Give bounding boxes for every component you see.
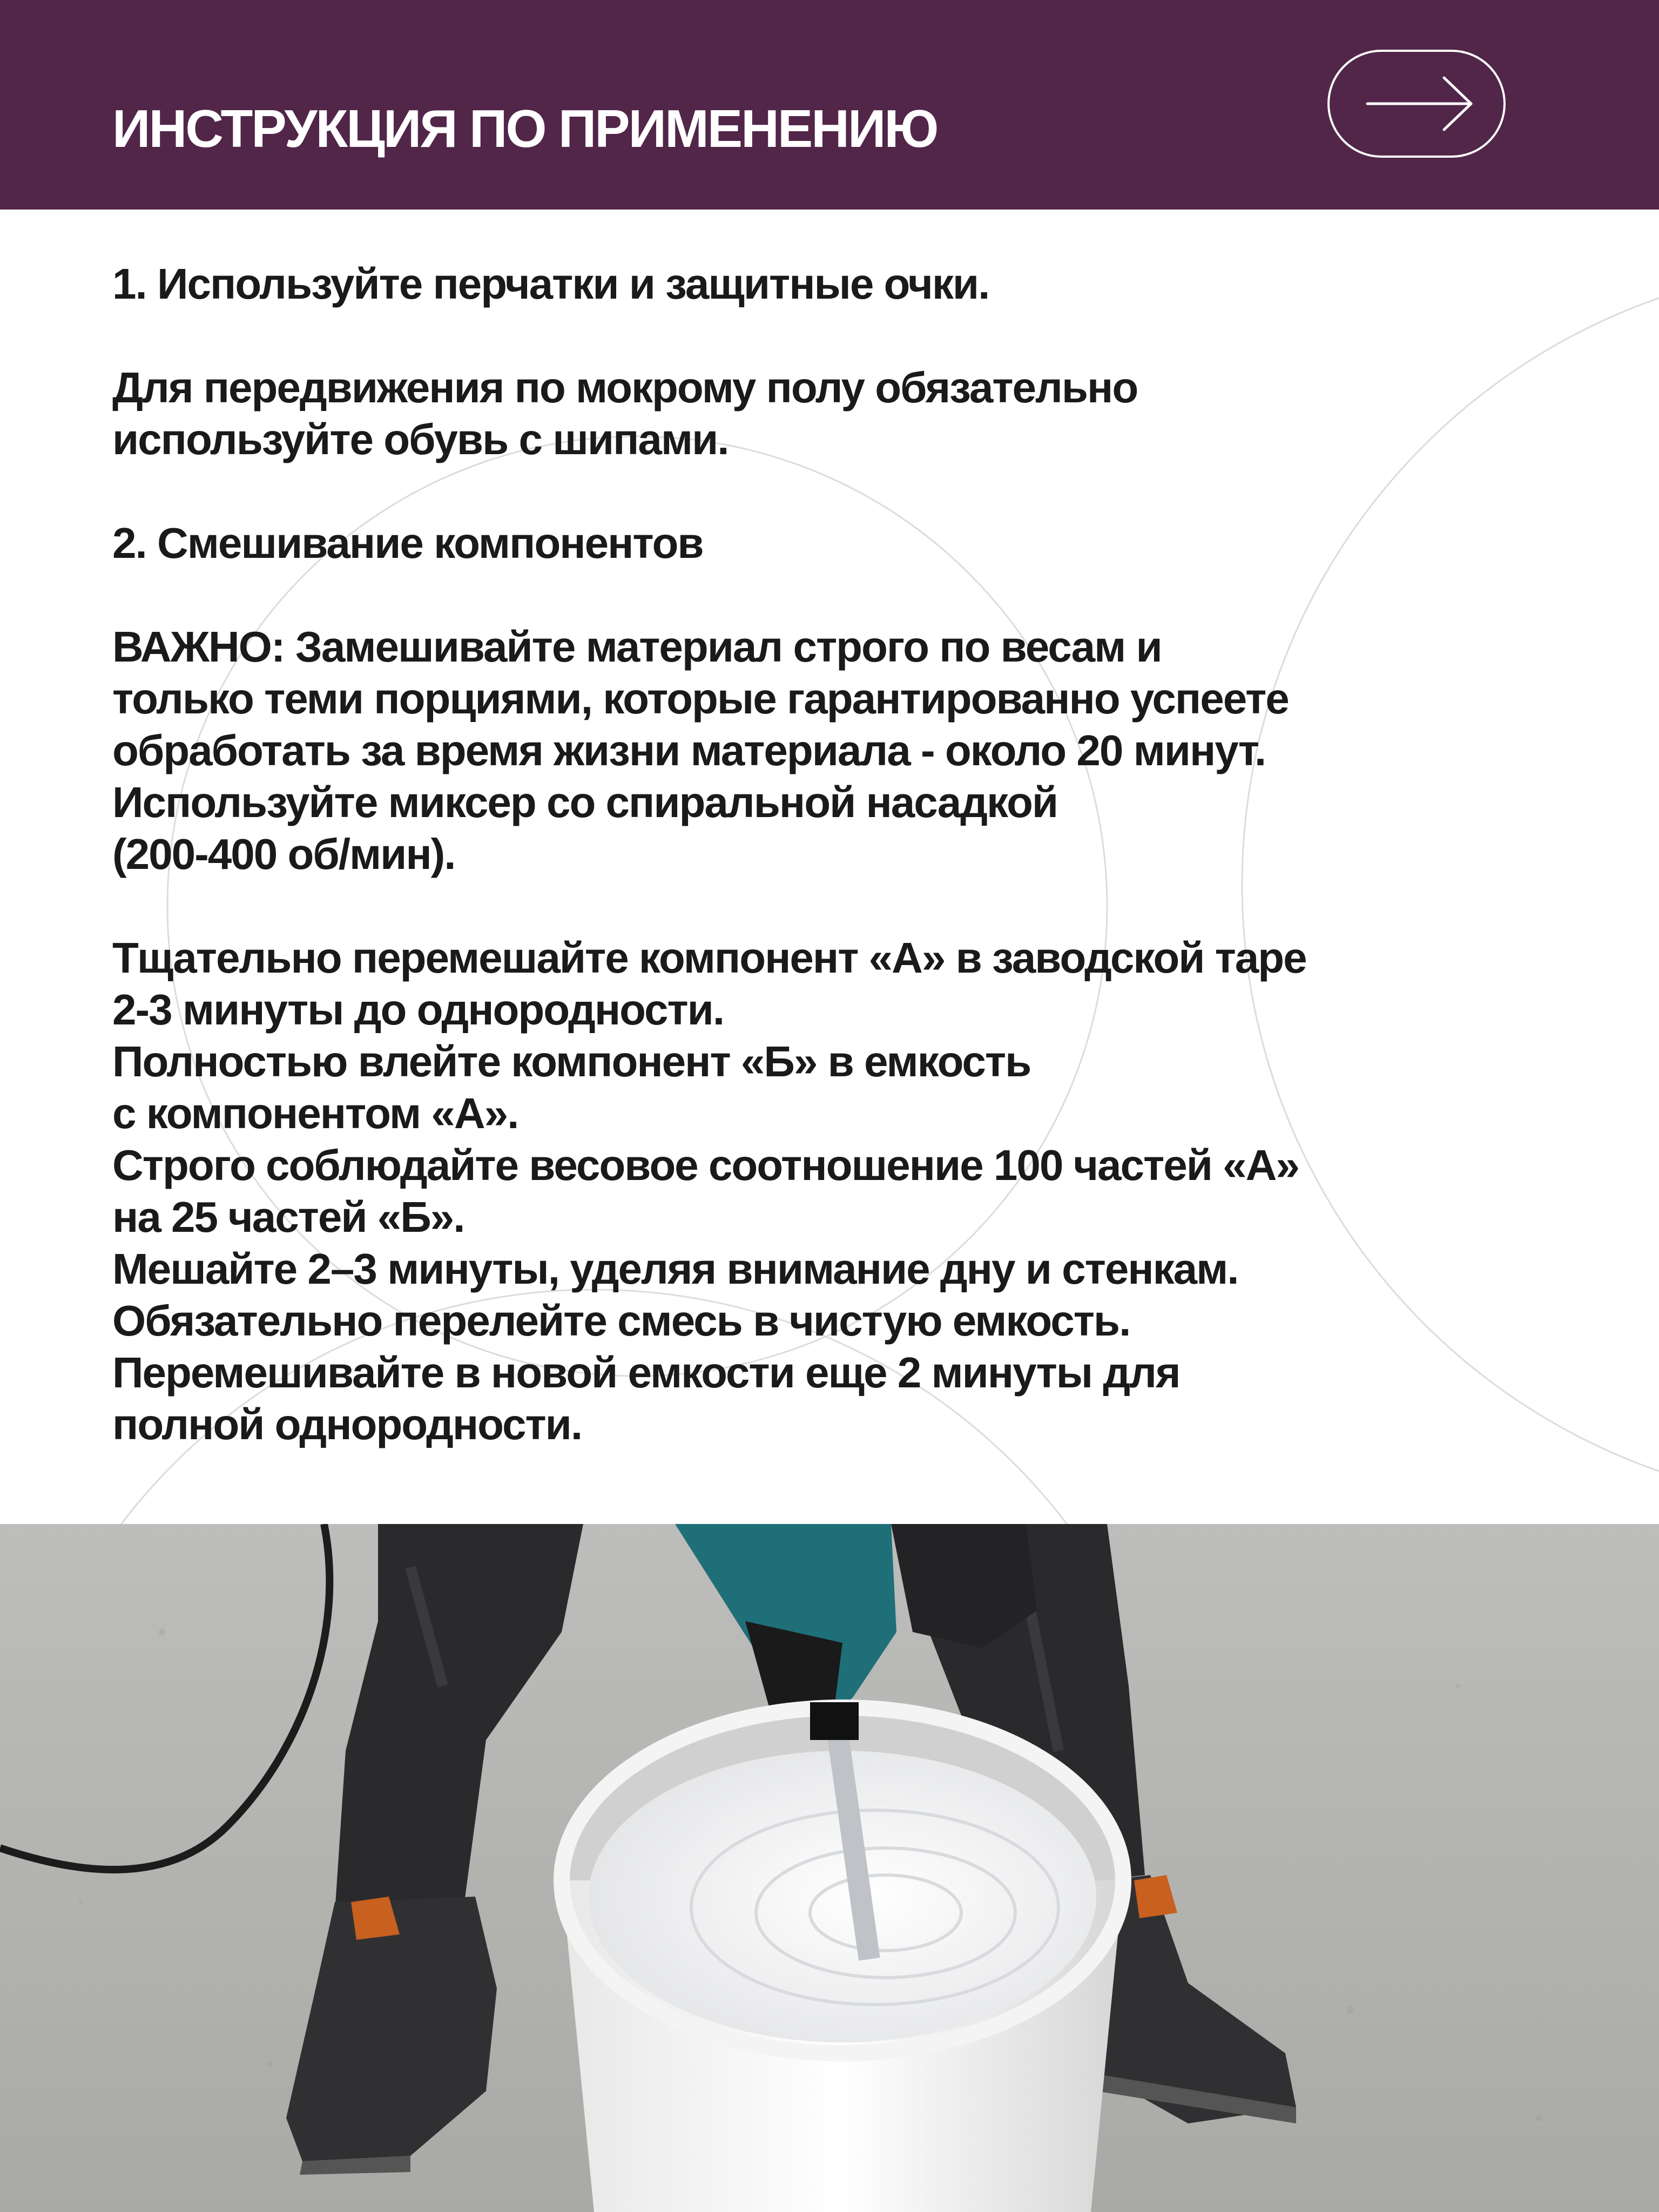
instruction-line: Тщательно перемешайте компонент «А» в заводской таре: [112, 934, 1306, 982]
instruction-line: обработать за время жизни материала - около 20 минут.: [112, 726, 1266, 774]
instruction-line: Мешайте 2–3 минуты, уделяя внимание дну и стенкам.: [112, 1245, 1238, 1293]
instruction-line: Для передвижения по мокрому полу обязательно: [112, 363, 1138, 412]
header-bar: [0, 0, 1659, 210]
section-heading: [112, 517, 1570, 569]
instruction-line: ВАЖНО: Замешивайте материал строго по весам и: [112, 623, 1162, 671]
instruction-paragraph: [112, 258, 1570, 310]
photo-illustration: [0, 1524, 1659, 2212]
next-button[interactable]: [1327, 50, 1506, 158]
instruction-line: используйте обувь с шипами.: [112, 415, 729, 463]
instruction-paragraph: [112, 621, 1570, 880]
instruction-line: (200-400 об/мин).: [112, 830, 455, 878]
instruction-line: Строго соблюдайте весовое соотношение 100 частей «А»: [112, 1141, 1299, 1189]
mixing-bucket-photo: [0, 1524, 1659, 2212]
instruction-line: Обязательно перелейте смесь в чистую емкость.: [112, 1297, 1130, 1345]
instruction-line: Перемешивайте в новой емкости еще 2 минуты для: [112, 1348, 1180, 1397]
instruction-line: Используйте миксер со спиральной насадкой: [112, 778, 1058, 826]
instruction-paragraph: [112, 932, 1570, 1451]
instruction-line: на 25 частей «Б».: [112, 1193, 464, 1241]
arrow-right-icon: [1330, 52, 1508, 160]
instruction-line: 1. Используйте перчатки и защитные очки.: [112, 260, 989, 308]
instruction-line: Полностью влейте компонент «Б» в емкость: [112, 1037, 1031, 1085]
instruction-line: с компонентом «А».: [112, 1089, 518, 1137]
instruction-paragraph: [112, 362, 1570, 466]
instruction-line: 2. Смешивание компонентов: [112, 519, 703, 567]
instruction-line: только теми порциями, которые гарантированно успеете: [112, 675, 1289, 723]
instruction-line: полной однородности.: [112, 1400, 582, 1448]
instruction-line: 2-3 минуты до однородности.: [112, 986, 724, 1034]
instructions-text: [112, 258, 1570, 1502]
page-title: ИНСТРУКЦИЯ ПО ПРИМЕНЕНИЮ: [112, 99, 938, 158]
